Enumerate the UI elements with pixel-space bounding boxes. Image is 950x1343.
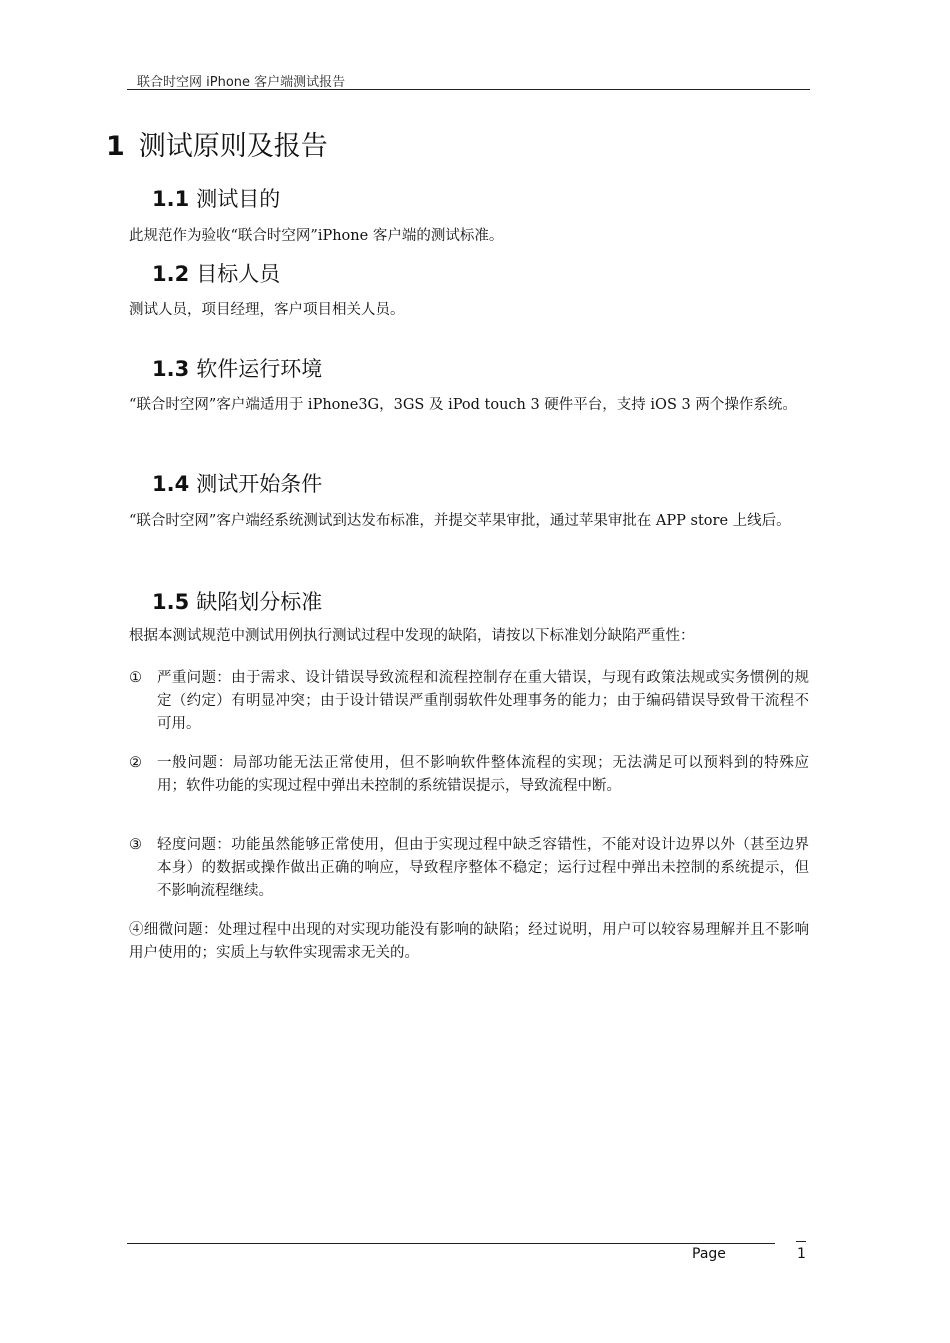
subsection-heading-1-3: [152, 353, 322, 383]
section-heading: [106, 124, 328, 163]
list-item-minor: [129, 834, 809, 903]
subsection-title: 软件运行环境: [196, 357, 323, 381]
subsection-heading-1-4: [152, 468, 322, 498]
paragraph-test-purpose: 此规范作为验收“联合时空网”iPhone 客户端的测试标准。: [129, 228, 504, 244]
section-title: 测试原则及报告: [138, 131, 328, 162]
paragraph-start-conditions: “联合时空网”客户端经系统测试到达发布标准，并提交苹果审批，通过苹果审批在 APP store 上线后。: [129, 513, 791, 529]
subsection-number: 1.4: [152, 472, 190, 496]
footer-page-rule: [796, 1241, 806, 1242]
running-header: 联合时空网 iPhone 客户端测试报告: [137, 75, 346, 90]
header-divider: [127, 89, 810, 90]
list-marker: ②: [129, 755, 142, 771]
footer-page-number: 1: [797, 1246, 806, 1262]
footer-page-label: Page: [692, 1246, 726, 1262]
paragraph-target-audience: 测试人员，项目经理，客户项目相关人员。: [129, 302, 405, 318]
subsection-number: 1.2: [152, 262, 190, 286]
paragraph-defect-intro: 根据本测试规范中测试用例执行测试过程中发现的缺陷，请按以下标准划分缺陷严重性：: [129, 628, 695, 644]
subsection-heading-1-2: [152, 258, 280, 288]
subsection-number: 1.3: [152, 357, 190, 381]
section-number: 1: [106, 131, 125, 162]
footer-divider: [127, 1243, 775, 1244]
subsection-heading-1-5: [152, 586, 322, 616]
list-marker: ①: [129, 670, 142, 686]
list-item-text: 严重问题：由于需求、设计错误导致流程和流程控制存在重大错误，与现有政策法规或实务惯例的规定（约定）有明显冲突；由于设计错误严重削弱软件处理事务的能力；由于编码错误导致骨干流程不可用。: [157, 670, 809, 732]
subsection-title: 目标人员: [196, 262, 281, 286]
list-item-text: 轻度问题：功能虽然能够正常使用，但由于实现过程中缺乏容错性，不能对设计边界以外（甚至边界本身）的数据或操作做出正确的响应，导致程序整体不稳定；运行过程中弹出未控制的系统提示，但不影响流程继续。: [157, 837, 809, 899]
subsection-title: 测试开始条件: [196, 472, 323, 496]
paragraph-trivial-issue: ④细微问题：处理过程中出现的对实现功能没有影响的缺陷；经过说明，用户可以较容易理解并且不影响用户使用的；实质上与软件实现需求无关的。: [129, 922, 809, 961]
list-item-severe: [129, 667, 809, 736]
subsection-number: 1.1: [152, 187, 190, 211]
subsection-heading-1-1: [152, 183, 280, 213]
list-item-text: 一般问题：局部功能无法正常使用，但不影响软件整体流程的实现；无法满足可以预料到的特殊应用；软件功能的实现过程中弹出未控制的系统错误提示，导致流程中断。: [157, 755, 809, 794]
subsection-title: 测试目的: [196, 187, 281, 211]
list-marker: ③: [129, 837, 142, 853]
paragraph-runtime-environment: “联合时空网”客户端适用于 iPhone3G，3GS 及 iPod touch 3 硬件平台，支持 iOS 3 两个操作系统。: [129, 397, 797, 413]
list-item-general: [129, 752, 809, 798]
subsection-number: 1.5: [152, 590, 190, 614]
subsection-title: 缺陷划分标准: [196, 590, 323, 614]
